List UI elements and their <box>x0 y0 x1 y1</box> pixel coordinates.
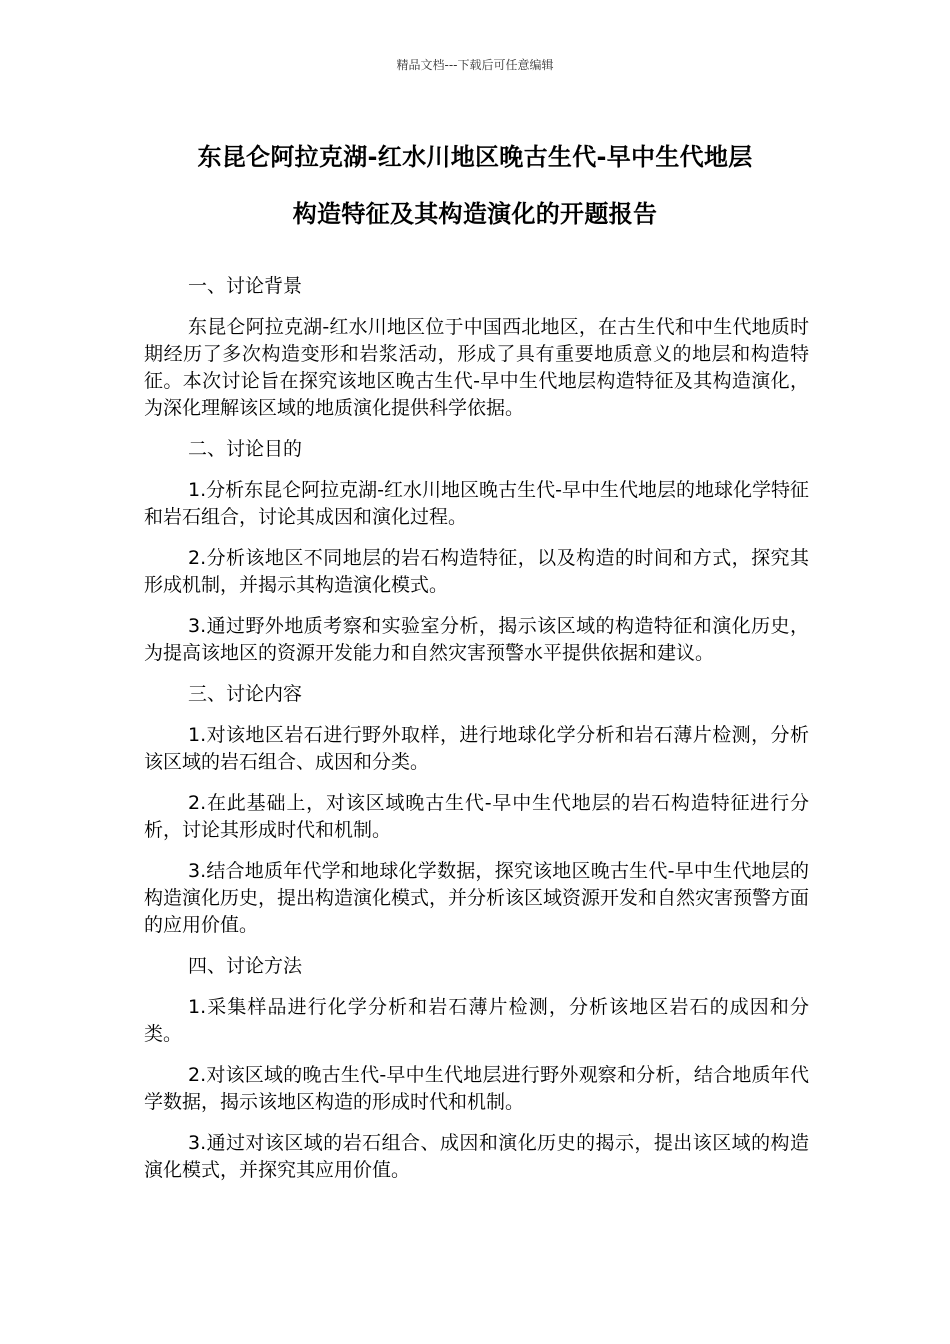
paragraph: 3.结合地质年代学和地球化学数据，探究该地区晚古生代-早中生代地层的构造演化历史，提出构造演化模式，并分析该区域资源开发和自然灾害预警方面的应用价值。 <box>144 860 810 936</box>
paragraph: 1.对该地区岩石进行野外取样，进行地球化学分析和岩石薄片检测，分析该区域的岩石组合、成因和分类。 <box>144 724 809 773</box>
document-body <box>144 273 809 1198</box>
paragraph: 2.对该区域的晚古生代-早中生代地层进行野外观察和分析，结合地质年代学数据，揭示该地区构造的形成时代和机制。 <box>144 1064 809 1113</box>
paragraph: 3.通过野外地质考察和实验室分析，揭示该区域的构造特征和演化历史，为提高该地区的资源开发能力和自然灾害预警水平提供依据和建议。 <box>144 615 809 664</box>
section-heading: 四、讨论方法 <box>188 955 303 977</box>
paragraph: 1.分析东昆仑阿拉克湖-红水川地区晚古生代-早中生代地层的地球化学特征和岩石组合，讨论其成因和演化过程。 <box>144 479 809 528</box>
paragraph: 2.分析该地区不同地层的岩石构造特征，以及构造的时间和方式，探究其形成机制，并揭示其构造演化模式。 <box>144 547 809 596</box>
section-heading: 三、讨论内容 <box>188 683 303 705</box>
section-objectives <box>144 436 809 667</box>
section-content <box>144 681 809 939</box>
page-header-note: 精品文档---下载后可任意编辑 <box>396 58 554 72</box>
paragraph: 3.通过对该区域的岩石组合、成因和演化历史的揭示，提出该区域的构造演化模式，并探究其应用价值。 <box>144 1132 809 1181</box>
paragraph: 1.采集样品进行化学分析和岩石薄片检测，分析该地区岩石的成因和分类。 <box>144 996 809 1045</box>
section-background <box>144 273 809 422</box>
document-title-line-1: 东昆仑阿拉克湖-红水川地区晚古生代-早中生代地层 <box>197 143 753 171</box>
document-title-line-2: 构造特征及其构造演化的开题报告 <box>292 200 658 228</box>
paragraph: 2.在此基础上，对该区域晚古生代-早中生代地层的岩石构造特征进行分析，讨论其形成时代和机制。 <box>144 792 809 841</box>
section-methods <box>144 953 809 1184</box>
section-heading: 二、讨论目的 <box>188 438 303 460</box>
paragraph: 东昆仑阿拉克湖-红水川地区位于中国西北地区，在古生代和中生代地质时期经历了多次构造变形和岩浆活动，形成了具有重要地质意义的地层和构造特征。本次讨论旨在探究该地区晚古生代-早中生代地层构造特征及其构造演化，为深化理解该区域的地质演化提供科学依据。 <box>144 316 809 419</box>
section-heading: 一、讨论背景 <box>188 275 303 297</box>
